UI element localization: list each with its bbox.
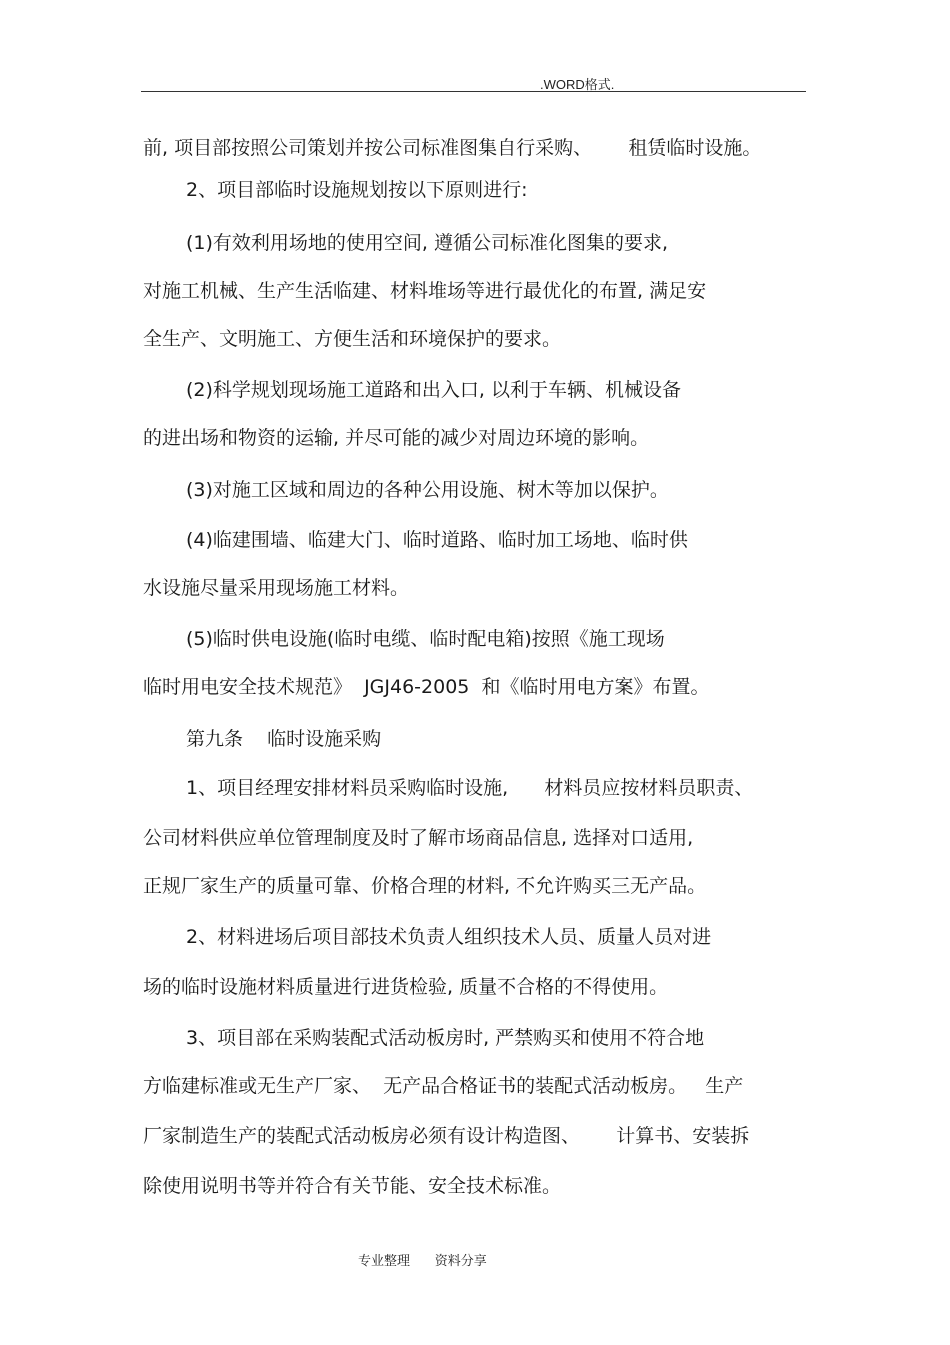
- body-line: (5)临时供电设施(临时电缆、临时配电箱)按照《施工现场: [186, 628, 665, 650]
- body-line: 水设施尽量采用现场施工材料。: [143, 577, 410, 599]
- body-line: (2)科学规划现场施工道路和出入口, 以利于车辆、机械设备: [186, 379, 681, 401]
- body-line: 对施工机械、生产生活临建、材料堆场等进行最优化的布置, 满足安: [143, 280, 707, 302]
- header-label: .WORD格式.: [540, 77, 615, 92]
- section-heading: 第九条 临时设施采购: [186, 728, 382, 750]
- body-line: 全生产、文明施工、方便生活和环境保护的要求。: [143, 328, 562, 350]
- body-line: 2、项目部临时设施规划按以下原则进行:: [186, 179, 528, 201]
- body-line: 场的临时设施材料质量进行进货检验, 质量不合格的不得使用。: [143, 976, 669, 998]
- footer-label: 专业整理 资料分享: [358, 1254, 487, 1269]
- body-line: 前, 项目部按照公司策划并按公司标准图集自行采购、 租赁临时设施。: [143, 137, 762, 159]
- body-line: (3)对施工区域和周边的各种公用设施、树木等加以保护。: [186, 479, 669, 501]
- body-line: 的进出场和物资的运输, 并尽可能的减少对周边环境的影响。: [143, 427, 650, 449]
- body-line: 2、材料进场后项目部技术负责人组织技术人员、质量人员对进: [186, 926, 712, 948]
- body-line: 方临建标准或无生产厂家、 无产品合格证书的装配式活动板房。 生产: [143, 1075, 744, 1097]
- body-line: 正规厂家生产的质量可靠、价格合理的材料, 不允许购买三无产品。: [143, 875, 707, 897]
- body-line: 除使用说明书等并符合有关节能、安全技术标准。: [143, 1175, 562, 1197]
- body-line: 厂家制造生产的装配式活动板房必须有设计构造图、 计算书、安装拆: [143, 1125, 750, 1147]
- body-line: (1)有效利用场地的使用空间, 遵循公司标准化图集的要求,: [186, 232, 669, 254]
- body-line: (4)临建围墙、临建大门、临时道路、临时加工场地、临时供: [186, 529, 688, 551]
- body-line: 1、项目经理安排材料员采购临时设施, 材料员应按材料员职责、: [186, 777, 754, 799]
- body-line: 临时用电安全技术规范》 JGJ46-2005 和《临时用电方案》布置。: [143, 676, 710, 698]
- body-line: 公司材料供应单位管理制度及时了解市场商品信息, 选择对口适用,: [143, 827, 694, 849]
- body-line: 3、项目部在采购装配式活动板房时, 严禁购买和使用不符合地: [186, 1027, 705, 1049]
- header-divider: [141, 91, 806, 92]
